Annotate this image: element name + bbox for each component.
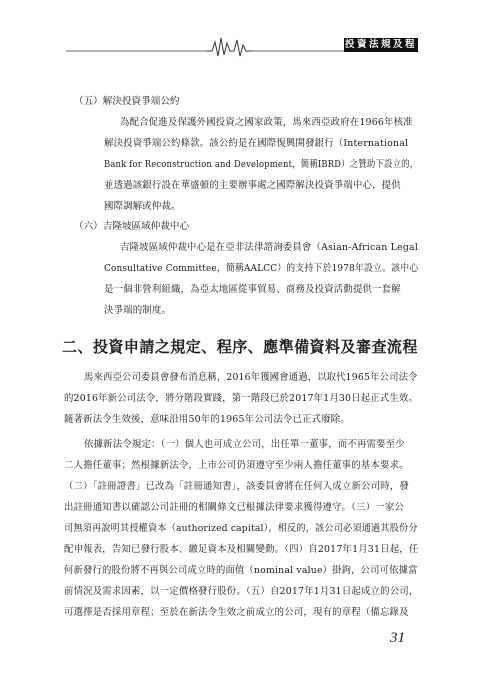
paragraph-line: 為配合促進及保護外國投資之國家政策，馬來西亞政府在1966年核准 bbox=[120, 117, 413, 128]
paragraph-line: 的2016年新公司法令，將分階段實踐，第一階段已於2017年1月30日起正式生效。 bbox=[64, 393, 419, 404]
paragraph-line: 何新發行的股份將不再與公司成立時的面值（nominal value）掛鉤，公司可依據當 bbox=[64, 565, 418, 576]
paragraph-line: 並透過該銀行設在華盛頓的主要辦事處之國際解決投資爭端中心，提供 bbox=[104, 180, 401, 191]
paragraph-line: 是一個非營利組織，為亞太地區從事貿易、商務及投資活動提供一套解 bbox=[104, 284, 401, 295]
subsection-heading-5: （五）解決投資爭端公約 bbox=[74, 96, 180, 107]
paragraph-line: 馬來西亞公司委員會發布消息稱，2016年獲國會通過，以取代1965年公司法令 bbox=[84, 372, 418, 383]
paragraph-line: Consultative Committee，簡稱AALCC）的支持下於1978年設立。該中心 bbox=[104, 263, 419, 274]
header-title: 投資法規及程序 bbox=[344, 39, 417, 64]
paragraph-line: 解決投資爭端公約條款。該公約是在國際復興開發銀行（International bbox=[104, 138, 409, 149]
page-number: 31 bbox=[390, 630, 405, 646]
paragraph-line: 可選擇是否採用章程；至於在新法令生效之前成立的公司，現有的章程（備忘錄及 bbox=[64, 607, 409, 618]
section-title: 二、投資申請之規定、程序、應準備資料及審查流程 bbox=[62, 337, 418, 356]
paragraph-line: 依據新法令規定：（一）個人也可成立公司，出任單一董事，而不再需要至少 bbox=[84, 439, 405, 450]
paragraph-line: 司無須再說明其授權資本（authorized capital），相反的，該公司必須通過其股份分 bbox=[64, 523, 418, 534]
paragraph-line: 二人擔任董事；然根據新法令，上市公司仍須遵守至少兩人擔任董事的基本要求。 bbox=[64, 460, 409, 471]
paragraph-line: Bank for Reconstruction and Development，簡稱IBRD）之贊助下設立的， bbox=[104, 159, 419, 170]
paragraph-line: 出註冊通知書以確認公司註冊的相關條文已根據法律要求獲得遵守。（三）一家公 bbox=[64, 502, 405, 513]
paragraph-line: 隨著新法令生效後，意味沿用50年的1965年公司法令已正式廢除。 bbox=[64, 414, 350, 425]
paragraph-line: 國際調解或仲裁。 bbox=[104, 201, 181, 212]
page-header bbox=[66, 34, 418, 64]
paragraph-line: 決爭端的制度。 bbox=[104, 305, 172, 316]
subsection-heading-6: （六）吉隆坡區域仲裁中心 bbox=[74, 221, 190, 232]
paragraph-line: 前情況及需求因素，以一定價格發行股份。（五）自2017年1月31日起成立的公司， bbox=[64, 586, 419, 597]
paragraph-line: （二）「註冊證書」已改為「註冊通知書」，該委員會將在任何人成立新公司時，發 bbox=[64, 481, 409, 492]
paragraph-line: 吉隆坡區域仲裁中心是在亞非法律諮詢委員會（Asian-African Legal bbox=[120, 242, 419, 253]
paragraph-line: 配申報表，告知已發行股本、繳足資本及相關變動。（四）自2017年1月31日起，任 bbox=[64, 544, 419, 555]
